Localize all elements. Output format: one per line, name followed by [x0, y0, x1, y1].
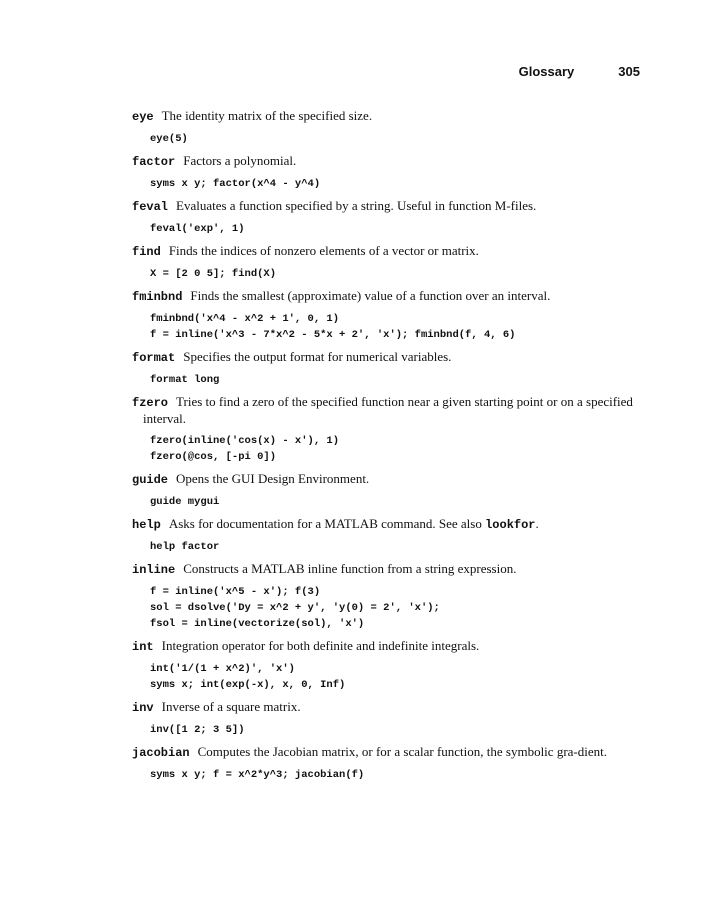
term: format [132, 351, 176, 365]
term: int [132, 640, 154, 654]
definition: Integration operator for both definite and indefinite integrals. [161, 638, 480, 653]
code-example: guide mygui [150, 496, 220, 508]
see-also-reference: lookfor [485, 518, 536, 532]
glossary-entry-fzero [132, 394, 642, 465]
glossary-entry-eye [132, 108, 642, 147]
section-title: Glossary [518, 64, 575, 79]
glossary-entry-guide [132, 471, 642, 510]
term: find [132, 245, 161, 259]
definition: Asks for documentation for a MATLAB command. See also [168, 516, 482, 531]
term: fzero [132, 396, 169, 410]
code-example: format long [150, 374, 220, 386]
definition: Opens the GUI Design Environment. [176, 471, 370, 486]
glossary-entry-fminbnd [132, 288, 642, 343]
code-example: fzero(@cos, [-pi 0]) [150, 451, 277, 463]
glossary-list [132, 108, 642, 789]
glossary-entry-find [132, 243, 642, 282]
term: fminbnd [132, 290, 183, 304]
code-example: inv([1 2; 3 5]) [150, 724, 245, 736]
definition: Computes the Jacobian matrix, or for a scalar function, the symbolic gra-dient. [197, 744, 607, 759]
definition: Factors a polynomial. [183, 153, 297, 168]
definition: Constructs a MATLAB inline function from a string expression. [183, 561, 517, 576]
code-example: eye(5) [150, 133, 188, 145]
code-example: help factor [150, 541, 220, 553]
glossary-entry-feval [132, 198, 642, 237]
code-example: f = inline('x^5 - x'); f(3) [150, 586, 321, 598]
term: factor [132, 155, 176, 169]
definition: Finds the indices of nonzero elements of a vector or matrix. [168, 243, 479, 258]
glossary-entry-inv [132, 699, 642, 738]
code-example: X = [2 0 5]; find(X) [150, 268, 277, 280]
code-example: feval('exp', 1) [150, 223, 245, 235]
code-example: sol = dsolve('Dy = x^2 + y', 'y(0) = 2', 'x'); [150, 602, 440, 614]
definition: Inverse of a square matrix. [161, 699, 301, 714]
term: inv [132, 701, 154, 715]
glossary-entry-int [132, 638, 642, 693]
definition: Specifies the output format for numerical variables. [183, 349, 452, 364]
code-example: int('1/(1 + x^2)', 'x') [150, 663, 295, 675]
page-number: 305 [618, 64, 640, 79]
code-example: syms x y; factor(x^4 - y^4) [150, 178, 321, 190]
glossary-entry-jacobian [132, 744, 642, 783]
code-example: fsol = inline(vectorize(sol), 'x') [150, 618, 365, 630]
code-example: fzero(inline('cos(x) - x'), 1) [150, 435, 340, 447]
term: help [132, 518, 161, 532]
code-example: f = inline('x^3 - 7*x^2 - 5*x + 2', 'x'); fminbnd(f, 4, 6) [150, 329, 516, 341]
definition-end: . [535, 516, 539, 531]
definition: The identity matrix of the specified size. [161, 108, 373, 123]
glossary-entry-factor [132, 153, 642, 192]
glossary-entry-help [132, 516, 642, 555]
definition: Tries to find a zero of the specified function near a given starting point or on a specified interval. [143, 394, 633, 426]
glossary-entry-inline [132, 561, 642, 632]
glossary-entry-format [132, 349, 642, 388]
term: feval [132, 200, 169, 214]
term: jacobian [132, 746, 190, 760]
page-header [519, 64, 640, 79]
code-example: syms x; int(exp(-x), x, 0, Inf) [150, 679, 346, 691]
term: inline [132, 563, 176, 577]
definition: Evaluates a function specified by a string. Useful in function M-files. [176, 198, 537, 213]
term: eye [132, 110, 154, 124]
code-example: syms x y; f = x^2*y^3; jacobian(f) [150, 769, 365, 781]
term: guide [132, 473, 169, 487]
code-example: fminbnd('x^4 - x^2 + 1', 0, 1) [150, 313, 340, 325]
definition: Finds the smallest (approximate) value of a function over an interval. [190, 288, 551, 303]
